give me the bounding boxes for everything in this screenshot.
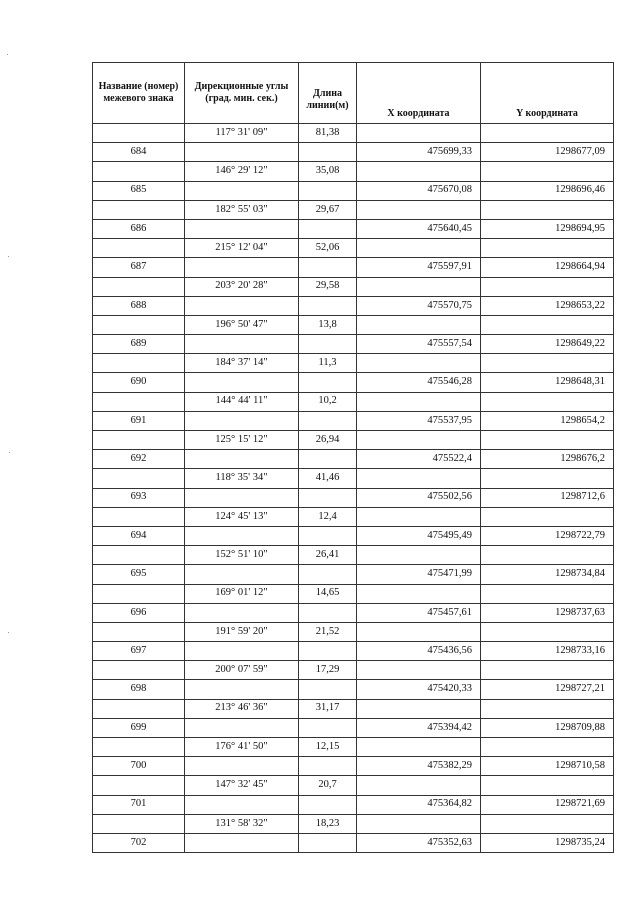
table-row	[93, 814, 614, 833]
cell-direction-angle: 147° 32' 45"	[185, 776, 299, 795]
cell-direction-angle	[185, 718, 299, 737]
cell-x-coordinate: 475382,29	[357, 757, 481, 776]
cell-mark-name: 692	[93, 450, 185, 469]
cell-y-coordinate	[481, 162, 614, 181]
cell-direction-angle	[185, 642, 299, 661]
table-row	[93, 833, 614, 852]
cell-x-coordinate	[357, 546, 481, 565]
cell-mark-name	[93, 738, 185, 757]
cell-y-coordinate: 1298649,22	[481, 335, 614, 354]
table-row	[93, 200, 614, 219]
cell-line-length	[299, 335, 357, 354]
cell-x-coordinate: 475522,4	[357, 450, 481, 469]
cell-x-coordinate	[357, 814, 481, 833]
table-row	[93, 411, 614, 430]
cell-mark-name: 693	[93, 488, 185, 507]
cell-direction-angle	[185, 680, 299, 699]
cell-direction-angle: 125° 15' 12"	[185, 431, 299, 450]
cell-x-coordinate	[357, 622, 481, 641]
cell-x-coordinate: 475640,45	[357, 219, 481, 238]
table-row	[93, 296, 614, 315]
cell-x-coordinate	[357, 776, 481, 795]
cell-mark-name	[93, 814, 185, 833]
cell-mark-name: 699	[93, 718, 185, 737]
cell-y-coordinate: 1298734,84	[481, 565, 614, 584]
cell-direction-angle: 215° 12' 04"	[185, 239, 299, 258]
cell-y-coordinate	[481, 699, 614, 718]
cell-x-coordinate	[357, 431, 481, 450]
cell-direction-angle	[185, 335, 299, 354]
table-row	[93, 699, 614, 718]
cell-line-length	[299, 411, 357, 430]
cell-direction-angle	[185, 219, 299, 238]
cell-y-coordinate: 1298722,79	[481, 526, 614, 545]
table-row	[93, 124, 614, 143]
cell-mark-name: 697	[93, 642, 185, 661]
table-row	[93, 239, 614, 258]
table-row	[93, 258, 614, 277]
cell-y-coordinate	[481, 469, 614, 488]
cell-line-length	[299, 450, 357, 469]
cell-mark-name: 694	[93, 526, 185, 545]
cell-y-coordinate	[481, 776, 614, 795]
cell-x-coordinate	[357, 354, 481, 373]
cell-mark-name	[93, 584, 185, 603]
cell-direction-angle: 152° 51' 10"	[185, 546, 299, 565]
table-row	[93, 795, 614, 814]
cell-mark-name: 685	[93, 181, 185, 200]
cell-direction-angle: 169° 01' 12"	[185, 584, 299, 603]
cell-y-coordinate: 1298737,63	[481, 603, 614, 622]
cell-mark-name: 702	[93, 833, 185, 852]
table-row	[93, 354, 614, 373]
table-row	[93, 219, 614, 238]
cell-x-coordinate	[357, 239, 481, 258]
cell-x-coordinate: 475570,75	[357, 296, 481, 315]
cell-x-coordinate: 475436,56	[357, 642, 481, 661]
table-row	[93, 738, 614, 757]
cell-mark-name: 698	[93, 680, 185, 699]
table-row	[93, 622, 614, 641]
cell-y-coordinate: 1298664,94	[481, 258, 614, 277]
cell-line-length	[299, 603, 357, 622]
cell-mark-name: 689	[93, 335, 185, 354]
cell-line-length	[299, 680, 357, 699]
table-row	[93, 431, 614, 450]
table-row	[93, 373, 614, 392]
cell-mark-name	[93, 776, 185, 795]
cell-y-coordinate	[481, 584, 614, 603]
cell-direction-angle	[185, 603, 299, 622]
table-row	[93, 584, 614, 603]
cell-y-coordinate	[481, 277, 614, 296]
cell-x-coordinate: 475471,99	[357, 565, 481, 584]
cell-x-coordinate: 475364,82	[357, 795, 481, 814]
cell-direction-angle	[185, 488, 299, 507]
cell-mark-name	[93, 162, 185, 181]
cell-y-coordinate: 1298727,21	[481, 680, 614, 699]
cell-x-coordinate	[357, 469, 481, 488]
table-header-row	[93, 63, 614, 124]
cell-line-length: 13,8	[299, 315, 357, 334]
cell-line-length: 10,2	[299, 392, 357, 411]
table-row	[93, 757, 614, 776]
cell-direction-angle: 146° 29' 12"	[185, 162, 299, 181]
cell-x-coordinate	[357, 584, 481, 603]
cell-mark-name: 691	[93, 411, 185, 430]
cell-y-coordinate	[481, 546, 614, 565]
header-angle: Дирекционные углы (град. мин. сек.)	[185, 63, 299, 124]
cell-y-coordinate: 1298648,31	[481, 373, 614, 392]
table-row	[93, 488, 614, 507]
cell-y-coordinate	[481, 392, 614, 411]
cell-y-coordinate: 1298709,88	[481, 718, 614, 737]
cell-mark-name	[93, 661, 185, 680]
cell-mark-name	[93, 354, 185, 373]
cell-line-length	[299, 642, 357, 661]
cell-x-coordinate: 475537,95	[357, 411, 481, 430]
table-row	[93, 718, 614, 737]
cell-x-coordinate	[357, 392, 481, 411]
cell-mark-name: 684	[93, 143, 185, 162]
cell-direction-angle	[185, 181, 299, 200]
cell-y-coordinate: 1298677,09	[481, 143, 614, 162]
cell-line-length: 31,17	[299, 699, 357, 718]
table-row	[93, 392, 614, 411]
table-row	[93, 335, 614, 354]
cell-line-length: 35,08	[299, 162, 357, 181]
scan-speck	[8, 632, 9, 633]
table-row	[93, 565, 614, 584]
cell-direction-angle	[185, 143, 299, 162]
cell-y-coordinate	[481, 431, 614, 450]
cell-mark-name: 686	[93, 219, 185, 238]
cell-line-length: 29,58	[299, 277, 357, 296]
cell-direction-angle	[185, 258, 299, 277]
table-row	[93, 162, 614, 181]
cell-mark-name	[93, 392, 185, 411]
cell-y-coordinate	[481, 661, 614, 680]
cell-x-coordinate	[357, 738, 481, 757]
cell-y-coordinate	[481, 315, 614, 334]
cell-mark-name	[93, 277, 185, 296]
table-row	[93, 469, 614, 488]
table-row	[93, 642, 614, 661]
table-row	[93, 181, 614, 200]
cell-x-coordinate: 475597,91	[357, 258, 481, 277]
cell-y-coordinate	[481, 239, 614, 258]
table-row	[93, 603, 614, 622]
table-row	[93, 680, 614, 699]
cell-direction-angle: 117° 31' 09"	[185, 124, 299, 143]
cell-x-coordinate	[357, 124, 481, 143]
cell-y-coordinate: 1298676,2	[481, 450, 614, 469]
cell-y-coordinate	[481, 738, 614, 757]
cell-mark-name	[93, 239, 185, 258]
cell-direction-angle	[185, 526, 299, 545]
cell-mark-name: 687	[93, 258, 185, 277]
cell-x-coordinate	[357, 661, 481, 680]
cell-x-coordinate: 475557,54	[357, 335, 481, 354]
cell-mark-name: 701	[93, 795, 185, 814]
cell-line-length: 12,15	[299, 738, 357, 757]
cell-line-length: 20,7	[299, 776, 357, 795]
table-row	[93, 450, 614, 469]
cell-direction-angle: 182° 55' 03"	[185, 200, 299, 219]
cell-x-coordinate: 475502,56	[357, 488, 481, 507]
cell-direction-angle	[185, 757, 299, 776]
cell-direction-angle	[185, 450, 299, 469]
cell-line-length: 18,23	[299, 814, 357, 833]
header-length: Длина линии(м)	[299, 63, 357, 124]
cell-x-coordinate	[357, 162, 481, 181]
cell-direction-angle: 176° 41' 50"	[185, 738, 299, 757]
cell-mark-name	[93, 507, 185, 526]
cell-x-coordinate: 475699,33	[357, 143, 481, 162]
cell-line-length	[299, 795, 357, 814]
cell-x-coordinate: 475670,08	[357, 181, 481, 200]
header-y: Y координата	[481, 63, 614, 124]
cell-direction-angle: 191° 59' 20"	[185, 622, 299, 641]
table-row	[93, 776, 614, 795]
cell-y-coordinate: 1298694,95	[481, 219, 614, 238]
cell-line-length	[299, 181, 357, 200]
cell-y-coordinate	[481, 622, 614, 641]
cell-x-coordinate	[357, 200, 481, 219]
cell-mark-name: 695	[93, 565, 185, 584]
scan-speck	[8, 256, 9, 257]
cell-line-length	[299, 526, 357, 545]
cell-line-length	[299, 219, 357, 238]
cell-y-coordinate: 1298696,46	[481, 181, 614, 200]
table-body	[93, 124, 614, 853]
cell-line-length	[299, 296, 357, 315]
cell-line-length: 26,41	[299, 546, 357, 565]
cell-line-length: 11,3	[299, 354, 357, 373]
cell-y-coordinate: 1298733,16	[481, 642, 614, 661]
table-row	[93, 277, 614, 296]
table-row	[93, 143, 614, 162]
cell-mark-name	[93, 124, 185, 143]
table-row	[93, 546, 614, 565]
table-row	[93, 507, 614, 526]
cell-line-length: 21,52	[299, 622, 357, 641]
cell-line-length	[299, 718, 357, 737]
cell-x-coordinate: 475546,28	[357, 373, 481, 392]
cell-y-coordinate: 1298712,6	[481, 488, 614, 507]
cell-direction-angle	[185, 833, 299, 852]
cell-line-length	[299, 143, 357, 162]
cell-y-coordinate: 1298654,2	[481, 411, 614, 430]
cell-direction-angle: 144° 44' 11"	[185, 392, 299, 411]
cell-mark-name	[93, 699, 185, 718]
cell-mark-name: 688	[93, 296, 185, 315]
cell-x-coordinate	[357, 699, 481, 718]
cell-y-coordinate: 1298735,24	[481, 833, 614, 852]
cell-y-coordinate	[481, 507, 614, 526]
cell-line-length: 17,29	[299, 661, 357, 680]
cell-mark-name	[93, 622, 185, 641]
cell-line-length: 14,65	[299, 584, 357, 603]
cell-x-coordinate: 475394,42	[357, 718, 481, 737]
scan-speck	[7, 54, 8, 55]
cell-y-coordinate: 1298721,69	[481, 795, 614, 814]
cell-line-length: 41,46	[299, 469, 357, 488]
cell-mark-name	[93, 315, 185, 334]
cell-line-length	[299, 373, 357, 392]
cell-mark-name	[93, 546, 185, 565]
cell-direction-angle	[185, 795, 299, 814]
cell-y-coordinate	[481, 814, 614, 833]
cell-y-coordinate	[481, 124, 614, 143]
table-row	[93, 315, 614, 334]
cell-direction-angle: 118° 35' 34"	[185, 469, 299, 488]
cell-line-length: 29,67	[299, 200, 357, 219]
cell-y-coordinate	[481, 200, 614, 219]
coordinates-table	[92, 62, 614, 853]
cell-line-length	[299, 833, 357, 852]
cell-direction-angle	[185, 411, 299, 430]
cell-x-coordinate	[357, 315, 481, 334]
header-name: Название (номер) межевого знака	[93, 63, 185, 124]
cell-direction-angle: 184° 37' 14"	[185, 354, 299, 373]
cell-mark-name	[93, 431, 185, 450]
cell-line-length: 81,38	[299, 124, 357, 143]
cell-x-coordinate	[357, 277, 481, 296]
cell-line-length: 52,06	[299, 239, 357, 258]
cell-direction-angle	[185, 373, 299, 392]
cell-x-coordinate: 475420,33	[357, 680, 481, 699]
cell-direction-angle: 131° 58' 32"	[185, 814, 299, 833]
cell-direction-angle: 203° 20' 28"	[185, 277, 299, 296]
cell-y-coordinate: 1298653,22	[481, 296, 614, 315]
cell-line-length	[299, 258, 357, 277]
table-row	[93, 526, 614, 545]
cell-x-coordinate: 475495,49	[357, 526, 481, 545]
cell-line-length	[299, 488, 357, 507]
cell-x-coordinate: 475457,61	[357, 603, 481, 622]
cell-mark-name: 690	[93, 373, 185, 392]
cell-line-length: 26,94	[299, 431, 357, 450]
cell-direction-angle	[185, 296, 299, 315]
cell-mark-name	[93, 469, 185, 488]
cell-line-length	[299, 565, 357, 584]
cell-mark-name: 700	[93, 757, 185, 776]
cell-mark-name	[93, 200, 185, 219]
cell-y-coordinate	[481, 354, 614, 373]
scan-speck	[9, 452, 10, 453]
cell-direction-angle: 213° 46' 36"	[185, 699, 299, 718]
cell-x-coordinate	[357, 507, 481, 526]
cell-direction-angle: 200° 07' 59"	[185, 661, 299, 680]
cell-x-coordinate: 475352,63	[357, 833, 481, 852]
table-row	[93, 661, 614, 680]
cell-direction-angle: 196° 50' 47"	[185, 315, 299, 334]
cell-y-coordinate: 1298710,58	[481, 757, 614, 776]
cell-direction-angle: 124° 45' 13"	[185, 507, 299, 526]
cell-line-length: 12,4	[299, 507, 357, 526]
cell-line-length	[299, 757, 357, 776]
header-x: X координата	[357, 63, 481, 124]
cell-mark-name: 696	[93, 603, 185, 622]
cell-direction-angle	[185, 565, 299, 584]
